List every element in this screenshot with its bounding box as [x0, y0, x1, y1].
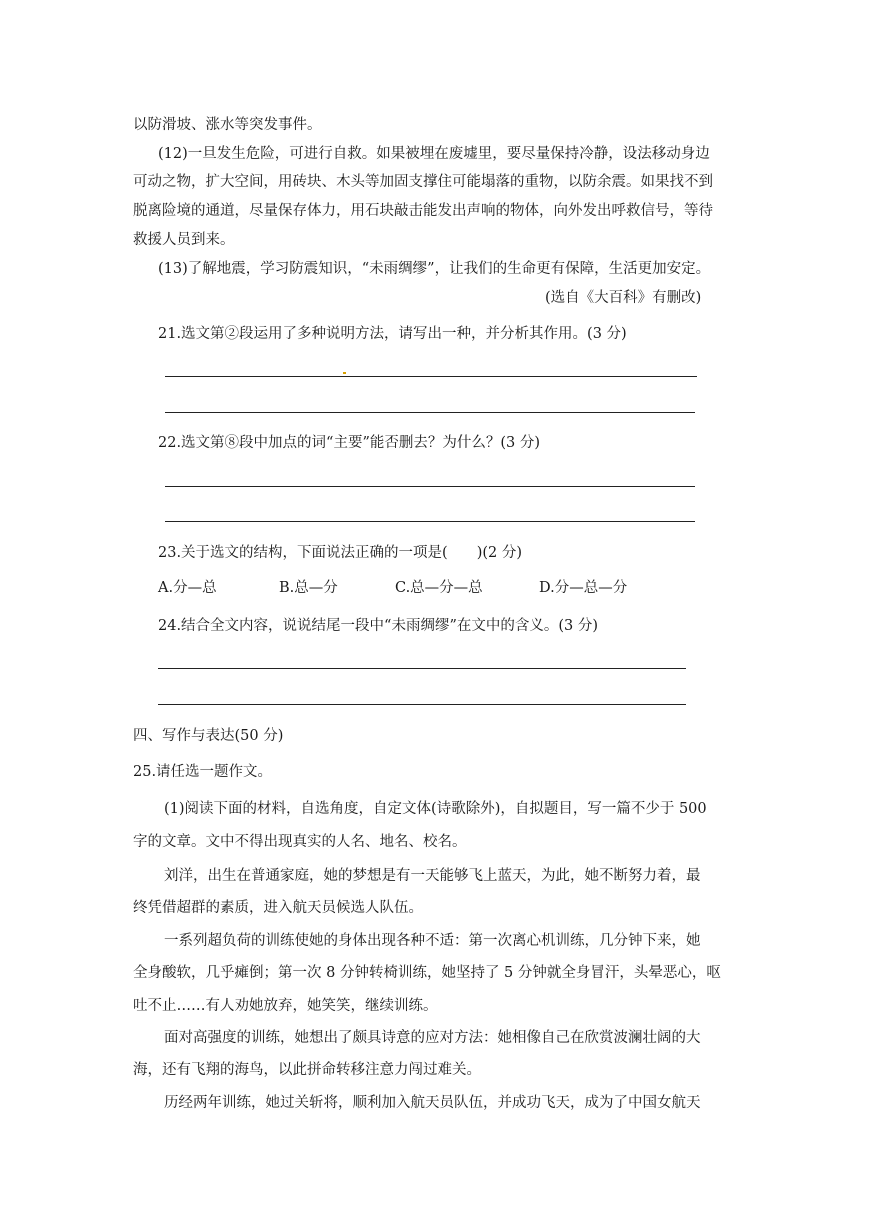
question-23: 23.关于选文的结构，下面说法正确的一项是( )(2 分) [158, 545, 523, 561]
question-22: 22.选文第⑧段中加点的词“主要”能否删去？为什么？(3 分) [158, 435, 541, 451]
answer-line-22-2[interactable] [165, 521, 695, 522]
article-paragraph-13-line: (13)了解地震，学习防震知识，“未雨绸缪”，让我们的生命更有保障，生活更加安定。 [158, 261, 711, 277]
writing-prompt-line: 字的文章。文中不得出现真实的人名、地名、校名。 [133, 834, 467, 850]
material-line: 全身酸软，几乎瘫倒；第一次 8 分钟转椅训练，她坚持了 5 分钟就全身冒汗，头晕恶心，呕 [133, 965, 721, 981]
material-line: 一系列超负荷的训练使她的身体出现各种不适：第一次离心机训练，几分钟下来，她 [164, 933, 701, 949]
option-d[interactable]: D.分—总—分 [539, 580, 628, 596]
answer-line-24-1[interactable] [158, 668, 686, 669]
question-21: 21.选文第②段运用了多种说明方法，请写出一种，并分析其作用。(3 分) [158, 326, 627, 342]
stray-mark [343, 372, 346, 374]
writing-prompt-line: (1)阅读下面的材料，自选角度，自定文体(诗歌除外)，自拟题目，写一篇不少于 500 [164, 801, 707, 817]
article-paragraph-12-line: (12)一旦发生危险，可进行自救。如果被埋在废墟里，要尽量保持冷静，设法移动身边 [158, 146, 710, 162]
section-title: 四、写作与表达(50 分) [133, 728, 284, 744]
material-line: 刘洋，出生在普通家庭，她的梦想是有一天能够飞上蓝天，为此，她不断努力着，最 [164, 868, 701, 884]
answer-line-21-1[interactable] [165, 376, 697, 377]
article-paragraph-12-line: 可动之物，扩大空间，用砖块、木头等加固支撑住可能塌落的重物，以防余震。如果找不到 [133, 174, 713, 190]
answer-line-21-2[interactable] [165, 412, 695, 413]
option-b[interactable]: B.总—分 [279, 580, 338, 596]
article-paragraph-12-line: 脱离险境的通道，尽量保存体力，用石块敲击能发出声响的物体，向外发出呼救信号，等待 [133, 203, 713, 219]
article-source: (选自《大百科》有删改) [545, 290, 702, 306]
answer-line-22-1[interactable] [165, 486, 695, 487]
material-line: 海，还有飞翔的海鸟，以此拼命转移注意力闯过难关。 [133, 1062, 481, 1078]
option-a[interactable]: A.分—总 [158, 580, 217, 596]
answer-line-24-2[interactable] [158, 704, 686, 705]
question-25: 25.请任选一题作文。 [133, 764, 273, 780]
material-line: 吐不止……有人劝她放弃，她笑笑，继续训练。 [133, 998, 438, 1014]
material-line: 终凭借超群的素质，进入航天员候选人队伍。 [133, 900, 423, 916]
article-line: 以防滑坡、涨水等突发事件。 [133, 117, 322, 133]
article-paragraph-12-line: 救援人员到来。 [133, 232, 235, 248]
material-line: 面对高强度的训练，她想出了颇具诗意的应对方法：她相像自己在欣赏波澜壮阔的大 [164, 1030, 701, 1046]
material-line: 历经两年训练，她过关斩将，顺利加入航天员队伍，并成功飞天，成为了中国女航天 [164, 1095, 701, 1111]
question-24: 24.结合全文内容，说说结尾一段中“未雨绸缪”在文中的含义。(3 分) [158, 618, 599, 634]
option-c[interactable]: C.总—分—总 [395, 580, 483, 596]
